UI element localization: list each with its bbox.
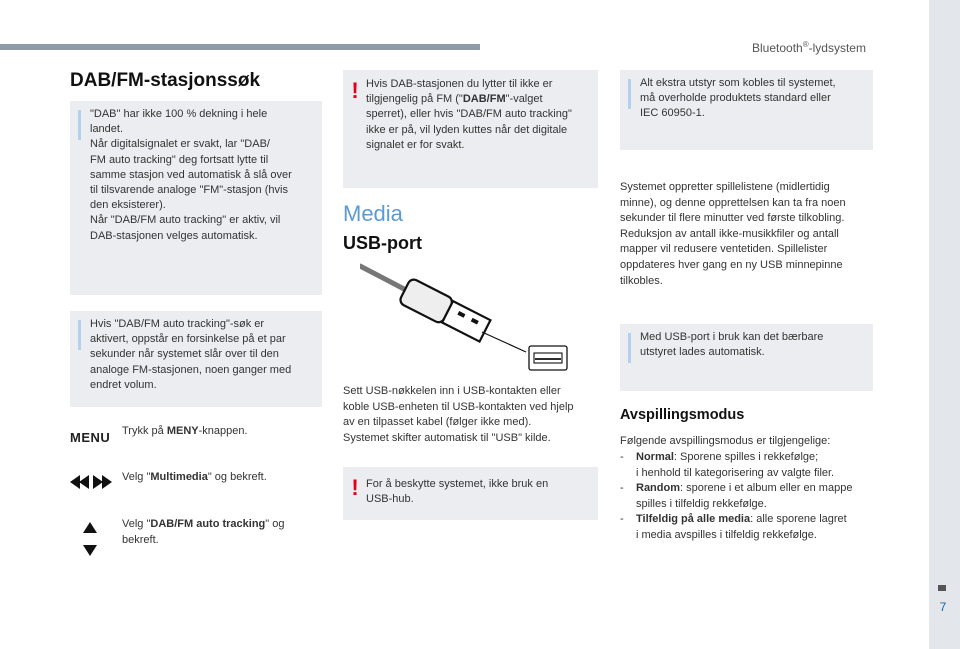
step-select-multimedia: Velg "Multimedia" og bekreft. xyxy=(122,471,267,483)
warning-icon: ! xyxy=(351,475,359,500)
info-box-delay-text: Hvis "DAB/FM auto tracking"-søk er aktivert, oppstår en forsinkelse på et par sekunder når systemet slår over til den analoge FM-stasjonen, noen ganger med endret volum. xyxy=(90,318,292,391)
playlist-paragraph: Systemet oppretter spillelistene (midlertidig minne), og denne opprettelsen kan ta fra noen sekunder til flere minutter ved første tilkobling. Reduksjon av antall ikke-musikkfiler og antall mapper vil redusere ventetiden. Spillelister oppdateres hver gang en ny USB minnepinne tilkobles. xyxy=(620,181,846,287)
list-item: - Random: sporene i et album eller en mappe spilles i tilfeldig rekkefølge. xyxy=(620,482,853,510)
usb-instructions: Sett USB-nøkkelen inn i USB-kontakten eller koble USB-enheten til USB-kontakten ved hjelp av en tilpasset kabel (følger ikke med). Systemet skifter automatisk til "USB" kilde. xyxy=(343,385,574,444)
step-press-menu: Trykk på MENY-knappen. xyxy=(122,425,248,437)
usb-plug-icon xyxy=(360,262,572,372)
list-item: - Tilfeldig på alle media: alle sporene lagret i media avspilles i tilfeldig rekkefølge. xyxy=(620,513,847,541)
up-down-arrows-icon xyxy=(82,522,98,556)
info-icon xyxy=(78,320,81,350)
left-right-arrows-icon xyxy=(70,474,112,490)
info-icon xyxy=(78,110,81,140)
info-icon xyxy=(628,333,631,363)
media-heading: Media xyxy=(343,201,403,226)
warning-icon: ! xyxy=(351,78,359,103)
continue-marker xyxy=(938,585,946,591)
info-box-dab-text: "DAB" har ikke 100 % dekning i hele landet. Når digitalsignalet er svakt, lar "DAB/ FM auto tracking" deg fortsatt lytte til samme stasjon ved automatisk å slå over til tilsvarende analoge "FM"-stasjon (hvis den eksisterer). Når "DAB/FM auto tracking" er aktiv, vil DAB-stasjonen velges automatisk. xyxy=(90,108,292,242)
side-strip xyxy=(929,0,960,649)
menu-key-icon: MENU xyxy=(70,430,111,445)
warning-box-usb-hub-text: For å beskytte systemet, ikke bruk en USB-hub. xyxy=(366,478,549,506)
section-heading-dab: DAB/FM-stasjonssøk xyxy=(70,70,261,91)
header-title: Bluetooth®-lydsystem xyxy=(752,40,866,55)
list-item: - Normal: Sporene spilles i rekkefølge; i henhold til kategorisering av valgte filer. xyxy=(620,451,835,479)
playback-mode-heading: Avspillingsmodus xyxy=(620,407,745,423)
warning-box-dab-text: Hvis DAB-stasjonen du lytter til ikke er tilgjengelig på FM ("DAB/FM"-valget sperret), eller hvis "DAB/FM auto tracking" ikke er på, vil lyden kuttes når det digitale signalet er for svakt. xyxy=(366,78,572,151)
info-icon xyxy=(628,79,631,109)
usb-port-heading: USB-port xyxy=(343,233,422,253)
step-select-dab-tracking: Velg "DAB/FM auto tracking" og bekreft. xyxy=(122,518,285,546)
header-rule xyxy=(0,44,480,50)
page-number: 7 xyxy=(939,600,947,614)
info-box-charging-text: Med USB-port i bruk kan det bærbare utstyret lades automatisk. xyxy=(640,331,824,359)
playback-intro: Følgende avspillingsmodus er tilgjengelige: xyxy=(620,435,831,447)
info-box-standard-text: Alt ekstra utstyr som kobles til systemet, må overholde produktets standard eller IEC 60950-1. xyxy=(640,77,836,120)
